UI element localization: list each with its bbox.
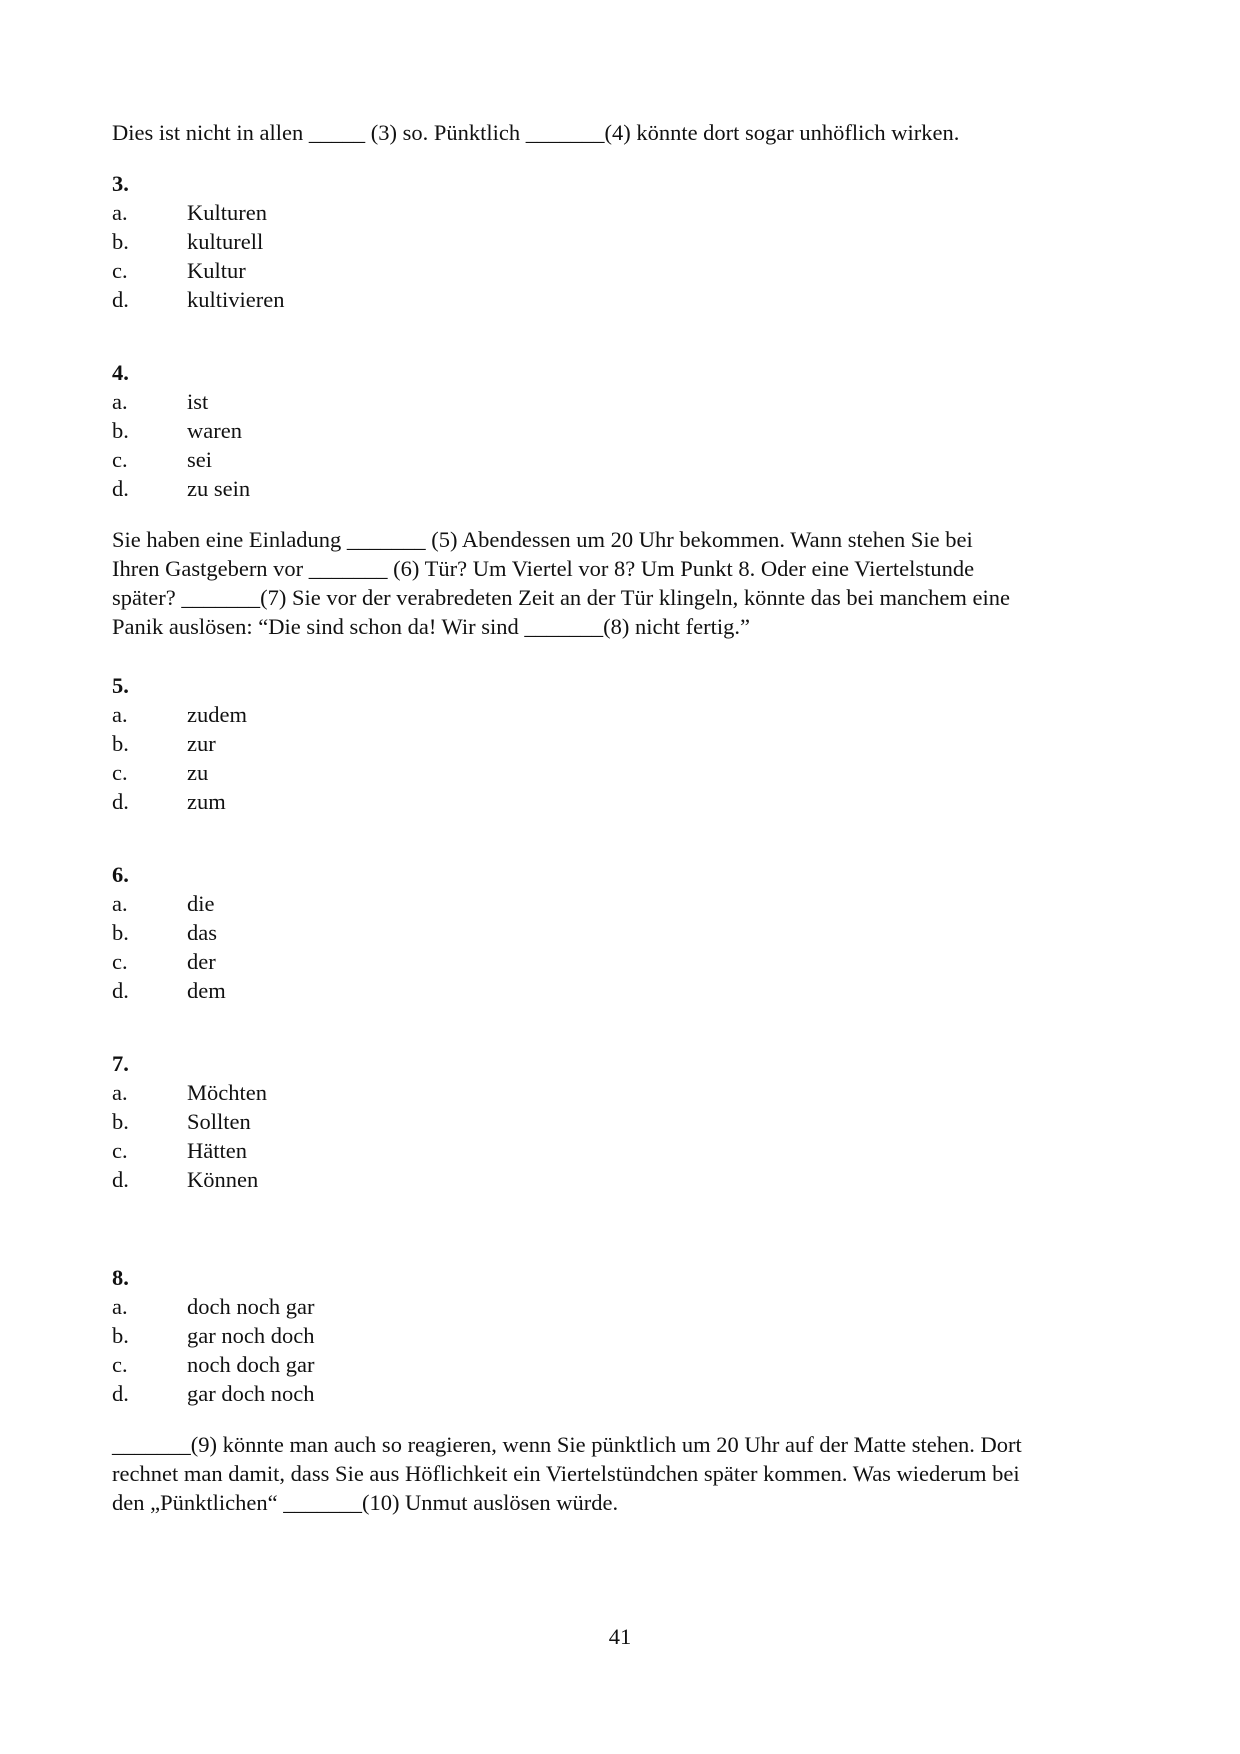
option-text: ist [187,389,209,414]
option-letter: b. [112,418,129,443]
option-text: Sollten [187,1109,251,1134]
option-letter: c. [112,1138,128,1163]
option-letter: c. [112,760,128,785]
option-3d [112,285,1130,314]
question-4 [112,358,1130,503]
option-text: zur [187,731,216,756]
option-letter: b. [112,1109,129,1134]
option-letter: d. [112,476,129,501]
passage-1 [112,118,1134,147]
option-letter: a. [112,1080,128,1105]
question-6 [112,860,1130,1005]
question-number: 6. [112,862,129,887]
option-4d [112,474,1130,503]
option-7b [112,1107,1130,1136]
option-text: Kulturen [187,200,267,225]
option-text: zu sein [187,476,251,501]
option-text: zu [187,760,209,785]
option-letter: a. [112,200,128,225]
option-letter: d. [112,1381,129,1406]
option-5d [112,787,1130,816]
option-letter: c. [112,949,128,974]
option-text: kulturell [187,229,264,254]
option-8c [112,1350,1130,1379]
option-8b [112,1321,1130,1350]
option-4a [112,387,1130,416]
question-3 [112,169,1130,314]
option-text: das [187,920,217,945]
question-number: 8. [112,1265,129,1290]
option-6c [112,947,1130,976]
question-7 [112,1049,1130,1194]
option-text: zudem [187,702,247,727]
option-text: sei [187,447,212,472]
passage-line: Ihren Gastgebern vor _______ (6) Tür? Um Viertel vor 8? Um Punkt 8. Oder eine Viertelstunde [112,556,975,581]
option-7c [112,1136,1130,1165]
option-letter: d. [112,789,129,814]
option-text: der [187,949,216,974]
option-letter: d. [112,287,129,312]
option-letter: c. [112,1352,128,1377]
option-text: Kultur [187,258,246,283]
option-4c [112,445,1130,474]
option-5c [112,758,1130,787]
passage-line: den „Pünktlichen“ _______(10) Unmut auslösen würde. [112,1490,619,1515]
question-number: 4. [112,360,129,385]
option-8a [112,1292,1130,1321]
option-letter: b. [112,229,129,254]
option-letter: a. [112,891,128,916]
option-text: kultivieren [187,287,285,312]
option-7d [112,1165,1130,1194]
question-8 [112,1263,1130,1408]
option-letter: a. [112,389,128,414]
page-number: 41 [608,1624,632,1649]
passage-3 [112,1430,1134,1517]
option-text: gar noch doch [187,1323,315,1348]
option-letter: a. [112,1294,128,1319]
option-letter: b. [112,731,129,756]
option-7a [112,1078,1130,1107]
question-5 [112,671,1130,816]
option-text: dem [187,978,226,1003]
option-letter: d. [112,1167,129,1192]
option-3a [112,198,1130,227]
option-6a [112,889,1130,918]
option-4b [112,416,1130,445]
option-6b [112,918,1130,947]
option-text: Hätten [187,1138,247,1163]
option-6d [112,976,1130,1005]
option-3b [112,227,1130,256]
option-letter: b. [112,920,129,945]
passage-line: Panik auslösen: “Die sind schon da! Wir sind _______(8) nicht fertig.” [112,614,750,639]
option-text: gar doch noch [187,1381,315,1406]
passage-line: Sie haben eine Einladung _______ (5) Abendessen um 20 Uhr bekommen. Wann stehen Sie bei [112,527,973,552]
option-text: zum [187,789,226,814]
passage-line: später? _______(7) Sie vor der verabredeten Zeit an der Tür klingeln, könnte das bei manchem eine [112,585,1011,610]
option-text: die [187,891,215,916]
option-text: Können [187,1167,259,1192]
option-letter: d. [112,978,129,1003]
option-text: Möchten [187,1080,267,1105]
question-number: 7. [112,1051,129,1076]
passage-line: _______(9) könnte man auch so reagieren, wenn Sie pünktlich um 20 Uhr auf der Matte stehen. Dort [112,1432,1022,1457]
option-letter: c. [112,258,128,283]
document-content [112,118,1130,1517]
option-3c [112,256,1130,285]
passage-line: rechnet man damit, dass Sie aus Höflichkeit ein Viertelstündchen später kommen. Was wiederum bei [112,1461,1020,1486]
option-5a [112,700,1130,729]
option-letter: a. [112,702,128,727]
question-number: 5. [112,673,129,698]
option-text: noch doch gar [187,1352,315,1377]
question-number: 3. [112,171,129,196]
option-letter: b. [112,1323,129,1348]
passage-2 [112,525,1134,641]
option-5b [112,729,1130,758]
option-8d [112,1379,1130,1408]
passage-line: Dies ist nicht in allen _____ (3) so. Pünktlich _______(4) könnte dort sogar unhöflich wirken. [112,120,960,145]
option-letter: c. [112,447,128,472]
option-text: waren [187,418,242,443]
option-text: doch noch gar [187,1294,315,1319]
